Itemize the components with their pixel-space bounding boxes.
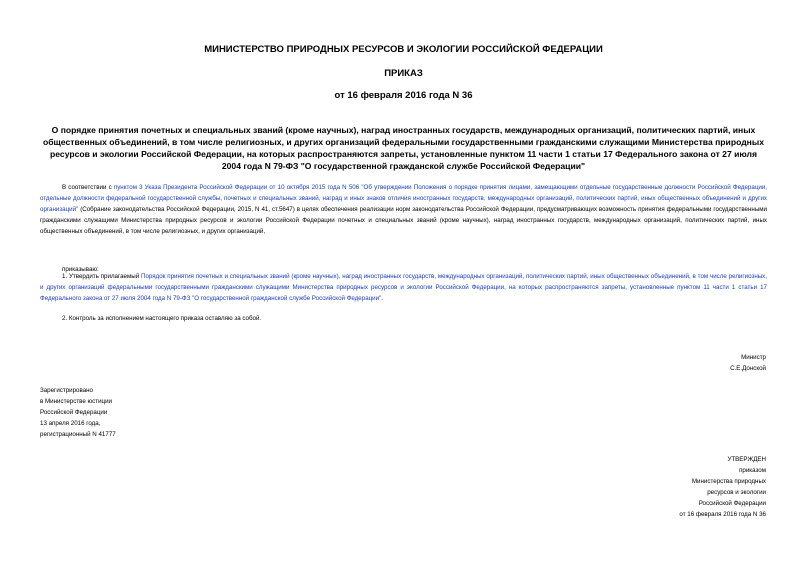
document-title: О порядке принятия почетных и специальных званий (кроме научных), наград иностранных государств, международных организаций, политических партий, иных общественных объединений, в том числе религиозных, и других организаций федеральными государственными гражданскими служащими Министерства природных ресурсов и экологии Российской Федерации, на которых распространяются запреты, установленные пунктом 11 части 1 статьи 17 Федерального закона от 27 июля 2004 года N 79-ФЗ "О государственной гражданской службе Российской Федерации" — [42, 125, 764, 171]
item-1-suffix: . — [381, 295, 384, 302]
minister-name: С.Е.Донской — [730, 365, 766, 372]
ministry-heading: МИНИСТЕРСТВО ПРИРОДНЫХ РЕСУРСОВ И ЭКОЛОГИИ РОССИЙСКОЙ ФЕДЕРАЦИИ — [204, 44, 603, 55]
preamble-decree-link[interactable]: пунктом 3 Указа Президента Российской Федерации от 10 октября 2015 года N 506 "Об утверждении Положения о порядке принятия лицами, замещающими отдельные государственные должности Российской Федерации, отдельные должности федеральной государственной службы, почетных и специальных званий, наград и иных знаков отличия иностранных государств, международных организаций, политических партий, иных общественных объединений и других организаций" — [40, 184, 767, 213]
approved-block — [679, 454, 766, 520]
approved-line-5: Российской Федерации — [698, 500, 766, 507]
preamble-suffix: (Собрание законодательства Российской Федерации, 2015, N 41, ст.5647) в целях обеспечения реализации норм законодательства Российской Федерации, предусматривающих возможность принятия федеральными государственными гражданскими служащими Министерства природных ресурсов и экологии Российской Федерации почетных и специальных званий (кроме научных), наград иностранных государств, международных организаций, политических партий, иных общественных объединений, в том числе религиозных, и других организаций, — [40, 206, 767, 235]
registration-line-5: регистрационный N 41777 — [40, 431, 116, 438]
approved-line-6: от 16 февраля 2016 года N 36 — [679, 511, 766, 518]
approved-line-2: приказом — [739, 467, 766, 474]
preamble-paragraph — [40, 182, 767, 237]
item-1-prefix: 1. Утвердить прилагаемый — [62, 273, 141, 280]
registration-line-4: 13 апреля 2016 года, — [40, 420, 101, 427]
item-2-paragraph: 2. Контроль за исполнением настоящего приказа оставляю за собой. — [62, 315, 262, 322]
approved-line-3: Министерства природных — [691, 478, 766, 485]
minister-position: Министр — [741, 354, 766, 361]
registration-line-1: Зарегистрировано — [40, 387, 93, 394]
item-1-procedure-link[interactable]: Порядок принятия почетных и специальных званий (кроме научных), наград иностранных государств, международных организаций, политических партий, иных общественных объединений, в том числе религиозных, и других организаций федеральными государственными гражданскими служащими Министерства природных ресурсов и экологии Российской Федерации, на которых распространяются запреты, установленные пунктом 11 части 1 статьи 17 Федерального закона от 27 июля 2004 года N 79-ФЗ "О государственной гражданской службе Российской Федерации" — [40, 273, 767, 302]
order-date: от 16 февраля 2016 года N 36 — [334, 90, 473, 101]
item-1-paragraph — [40, 271, 767, 304]
order-heading: ПРИКАЗ — [384, 68, 423, 79]
prikazyvayu-text: приказываю: — [62, 266, 99, 273]
registration-line-3: Российской Федерации — [40, 409, 108, 416]
approved-line-1: УТВЕРЖДЕН — [727, 456, 766, 463]
signature-block — [730, 352, 766, 374]
preamble-prefix: В соответствии с — [62, 184, 114, 191]
registration-line-2: в Министерстве юстиции — [40, 398, 113, 405]
approved-line-4: ресурсов и экологии — [707, 489, 766, 496]
registration-block — [40, 385, 116, 440]
